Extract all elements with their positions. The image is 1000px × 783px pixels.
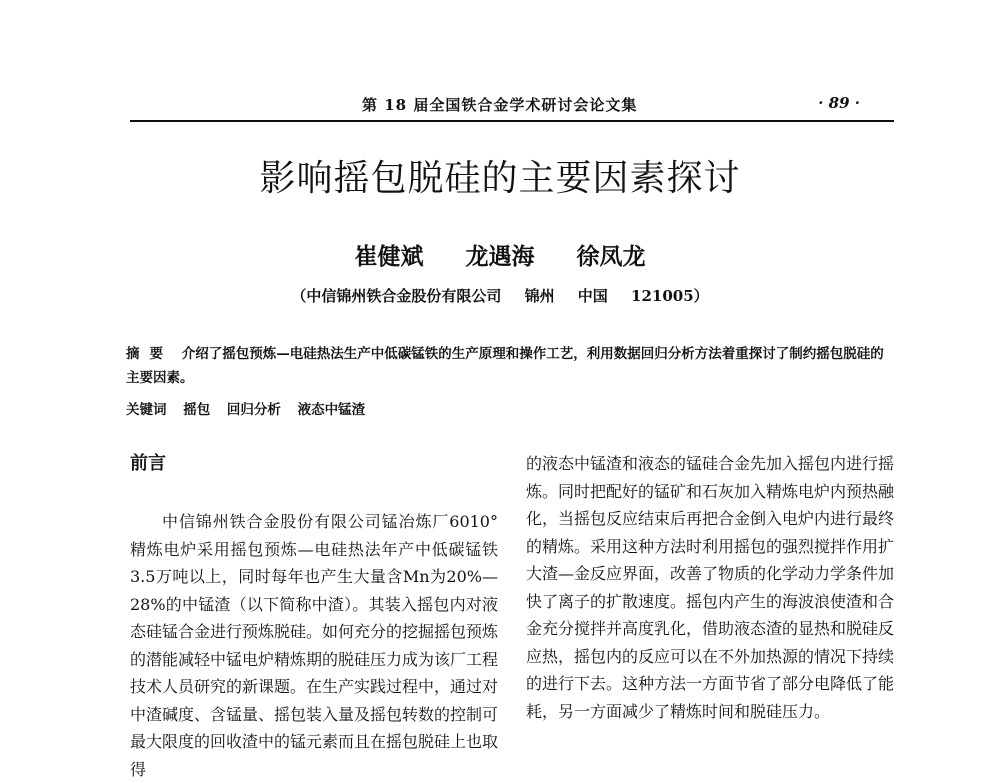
- keyword: 液态中锰渣: [297, 402, 366, 418]
- abstract: [126, 342, 896, 390]
- left-column: [130, 450, 498, 783]
- journal-title: 第 18 届全国铁合金学术研讨会论文集: [362, 96, 638, 114]
- authors: 崔健斌 龙遇海 徐凤龙: [354, 243, 646, 270]
- running-header: [130, 94, 894, 122]
- keywords: [126, 398, 896, 418]
- right-column: [526, 450, 894, 725]
- abstract-label: 摘要: [126, 346, 173, 362]
- page-number: · 89 ·: [818, 94, 860, 112]
- paragraph-right: 的液态中锰渣和液态的锰硅合金先加入摇包内进行摇炼。同时把配好的锰矿和石灰加入精炼电炉内预热融化，当摇包反应结束后再把合金倒入电炉内进行最终的精炼。采用这种方法时利用摇包的强烈搅拌作用扩大渣—金反应界面，改善了物质的化学动力学条件加快了离子的扩散速度。摇包内产生的海波浪使渣和合金充分搅拌并高度乳化，借助液态渣的显热和脱硅反应热，摇包内的反应可以在不外加热源的情况下持续的进行下去。这种方法一方面节省了部分电降低了能耗，另一方面减少了精炼时间和脱硅压力。: [526, 454, 895, 721]
- keywords-label: 关键词: [126, 402, 167, 418]
- affiliation: （中信锦州铁合金股份有限公司 锦州 中国 121005）: [291, 287, 709, 305]
- keyword: 摇包: [183, 402, 211, 418]
- paragraph-left: 中信锦州铁合金股份有限公司锰冶炼厂6010°精炼电炉采用摇包预炼—电硅热法年产中低碳锰铁3.5万吨以上，同时每年也产生大量含Mn为20%—28%的中锰渣（以下简称中渣）。其装入摇包内对液态硅锰合金进行预炼脱硅。如何充分的挖掘摇包预炼的潜能减轻中锰电炉精炼期的脱硅压力成为该厂工程技术人员研究的新课题。在生产实践过程中，通过对中渣碱度、含锰量、摇包装入量及摇包转数的控制可最大限度的回收渣中的锰元素而且在摇包脱硅上也取得: [130, 512, 499, 779]
- section-title: 前言: [130, 453, 166, 474]
- abstract-text: 介绍了摇包预炼—电硅热法生产中低碳锰铁的生产原理和操作工艺，利用数据回归分析方法着重探讨了制约摇包脱硅的主要因素。: [126, 346, 884, 386]
- keyword: 回归分析: [226, 402, 281, 418]
- article-title: 影响摇包脱硅的主要因素探讨: [259, 158, 741, 199]
